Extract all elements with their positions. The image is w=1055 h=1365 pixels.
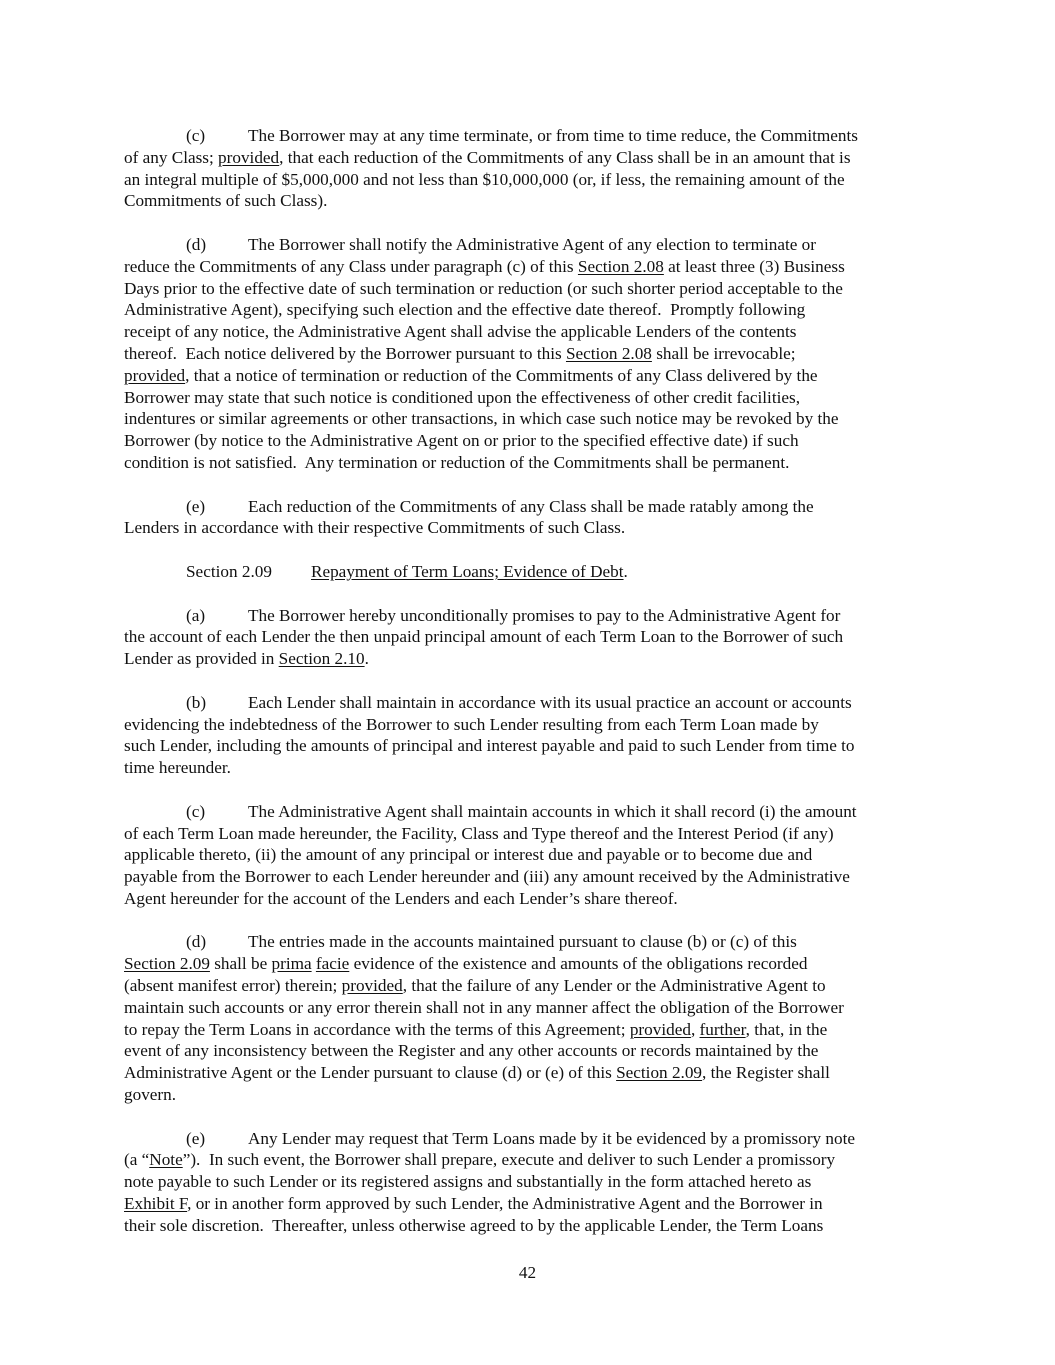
paragraph-text: Each reduction of the Commitments of any Class shall be made ratably among the bbox=[248, 496, 814, 516]
text-line: evidencing the indebtedness of the Borrower to such Lender resulting from each Term Loan made by bbox=[124, 714, 819, 734]
underlined-term: Section 2.09 bbox=[124, 954, 210, 974]
underlined-term: Section 2.08 bbox=[577, 256, 664, 276]
paragraph-text: The entries made in the accounts maintained pursuant to clause (b) or (c) of this bbox=[248, 932, 797, 952]
paragraph-label: (c) bbox=[186, 801, 206, 821]
text-line: maintain such accounts or any error therein shall not in any manner affect the obligation of the Borrower bbox=[124, 997, 844, 1017]
text-line bbox=[124, 234, 944, 256]
underlined-term: Repayment of Term Loans; Evidence of Debt bbox=[311, 561, 624, 581]
text-line: the account of each Lender the then unpaid principal amount of each Term Loan to the Borrower of such bbox=[124, 627, 844, 647]
text-line: Borrower (by notice to the Administrative Agent on or prior to the specified effective date) if such bbox=[124, 431, 799, 451]
underlined-term: Section 2.10 bbox=[278, 649, 365, 669]
text-line: (absent manifest error) therein; provided, that the failure of any Lender or the Administrative Agent to bbox=[124, 976, 826, 996]
underlined-term: Section 2.09 bbox=[616, 1063, 703, 1083]
paragraph-text: The Borrower may at any time terminate, or from time to time reduce, the Commitments bbox=[248, 126, 858, 145]
underlined-term: provided bbox=[629, 1019, 691, 1039]
text-line: Commitments of such Class). bbox=[124, 191, 328, 211]
paragraph bbox=[124, 931, 944, 1105]
paragraph-label: (d) bbox=[186, 932, 207, 952]
underlined-term: provided bbox=[124, 365, 186, 385]
text-line: note payable to such Lender or its registered assigns and substantially in the form attached hereto as bbox=[124, 1172, 812, 1192]
paragraph-text: Each Lender shall maintain in accordance with its usual practice an account or accounts bbox=[248, 692, 852, 712]
underlined-term: Note bbox=[149, 1150, 183, 1170]
paragraph-label: (d) bbox=[186, 234, 207, 254]
paragraph bbox=[124, 496, 944, 540]
text-line: payable from the Borrower to each Lender hereunder and (iii) any amount received by the Administrative bbox=[124, 867, 850, 887]
text-line bbox=[124, 605, 944, 627]
section-number: Section 2.09 bbox=[186, 561, 272, 581]
text-line bbox=[124, 125, 944, 147]
text-line: Days prior to the effective date of such termination or reduction (or such shorter period acceptable to the bbox=[124, 278, 843, 298]
text-line: an integral multiple of $5,000,000 and not less than $10,000,000 (or, if less, the remaining amount of the bbox=[124, 169, 845, 189]
text-line: of each Term Loan made hereunder, the Facility, Class and Type thereof and the Interest Period (if any) bbox=[124, 823, 834, 843]
paragraph-label: (a) bbox=[186, 605, 206, 625]
text-line: Exhibit F, or in another form approved by such Lender, the Administrative Agent and the Borrower in bbox=[124, 1194, 823, 1214]
text-line: time hereunder. bbox=[124, 758, 231, 778]
paragraph-text: The Borrower hereby unconditionally promises to pay to the Administrative Agent for bbox=[248, 605, 841, 625]
paragraph-label: (e) bbox=[186, 1128, 206, 1148]
document-body bbox=[124, 125, 944, 1258]
text-line: provided, that a notice of termination or reduction of the Commitments of any Class delivered by the bbox=[124, 365, 818, 385]
text-line bbox=[124, 561, 944, 583]
text-line: of any Class; provided, that each reduction of the Commitments of any Class shall be in an amount that is bbox=[124, 147, 851, 167]
text-line: Lenders in accordance with their respective Commitments of such Class. bbox=[124, 518, 626, 538]
underlined-term: prima bbox=[271, 954, 312, 974]
underlined-term: further bbox=[699, 1019, 746, 1039]
text-line bbox=[124, 496, 944, 518]
text-line bbox=[124, 692, 944, 714]
underlined-term: facie bbox=[315, 954, 350, 974]
text-line: receipt of any notice, the Administrative Agent shall advise the applicable Lenders of the contents bbox=[124, 322, 797, 342]
text-line: event of any inconsistency between the Register and any other accounts or records maintained by the bbox=[124, 1041, 819, 1061]
underlined-term: provided bbox=[341, 976, 403, 996]
paragraph bbox=[124, 125, 944, 212]
paragraph-label: (b) bbox=[186, 692, 207, 712]
paragraph-label: (e) bbox=[186, 496, 206, 516]
paragraph bbox=[124, 234, 944, 474]
text-line: their sole discretion. Thereafter, unless otherwise agreed to by the applicable Lender, the Term Loans bbox=[124, 1215, 824, 1235]
paragraph-text: The Borrower shall notify the Administrative Agent of any election to terminate or bbox=[248, 234, 816, 254]
section-heading bbox=[124, 561, 944, 583]
paragraph bbox=[124, 801, 944, 910]
underlined-term: Exhibit F bbox=[124, 1194, 188, 1214]
underlined-term: provided bbox=[218, 147, 280, 167]
text-line: to repay the Term Loans in accordance with the terms of this Agreement; provided, further, that, in the bbox=[124, 1019, 828, 1039]
text-line: condition is not satisfied. Any termination or reduction of the Commitments shall be permanent. bbox=[124, 452, 790, 472]
paragraph-text: Any Lender may request that Term Loans made by it be evidenced by a promissory note bbox=[248, 1128, 856, 1148]
page-number: 42 bbox=[518, 1263, 537, 1282]
text-line: govern. bbox=[124, 1085, 177, 1105]
text-line: indentures or similar agreements or other transactions, in which case such notice may be revoked by the bbox=[124, 409, 839, 429]
text-line: (a “Note”). In such event, the Borrower shall prepare, execute and deliver to such Lender a promissory bbox=[124, 1150, 836, 1170]
paragraph bbox=[124, 1128, 944, 1237]
text-line: Borrower may state that such notice is conditioned upon the effectiveness of other credit facilities, bbox=[124, 387, 800, 407]
underlined-term: Section 2.08 bbox=[565, 343, 652, 363]
text-line: such Lender, including the amounts of principal and interest payable and paid to such Lender from time to bbox=[124, 736, 855, 756]
text-line: Administrative Agent or the Lender pursuant to clause (d) or (e) of this Section 2.09, the Register shall bbox=[124, 1063, 830, 1083]
text-line: thereof. Each notice delivered by the Borrower pursuant to this Section 2.08 shall be irrevocable; bbox=[124, 343, 796, 363]
text-line bbox=[124, 1128, 944, 1150]
paragraph-text: The Administrative Agent shall maintain accounts in which it shall record (i) the amount bbox=[248, 801, 857, 821]
text-line: reduce the Commitments of any Class under paragraph (c) of this Section 2.08 at least three (3) Business bbox=[124, 256, 845, 276]
paragraph bbox=[124, 605, 944, 670]
paragraph-label: (c) bbox=[186, 126, 206, 145]
text-line: applicable thereto, (ii) the amount of any principal or interest due and payable or to become due and bbox=[124, 845, 813, 865]
section-title: Repayment of Term Loans; Evidence of Debt. bbox=[311, 561, 628, 581]
text-line: Section 2.09 shall be prima facie evidence of the existence and amounts of the obligations recorded bbox=[124, 954, 808, 974]
paragraph bbox=[124, 692, 944, 779]
text-line: Administrative Agent), specifying such election and the effective date thereof. Promptly following bbox=[124, 300, 806, 320]
text-line: Lender as provided in Section 2.10. bbox=[124, 649, 369, 669]
text-line bbox=[124, 931, 944, 953]
text-line: Agent hereunder for the account of the Lenders and each Lender’s share thereof. bbox=[124, 888, 678, 908]
text-line bbox=[124, 801, 944, 823]
